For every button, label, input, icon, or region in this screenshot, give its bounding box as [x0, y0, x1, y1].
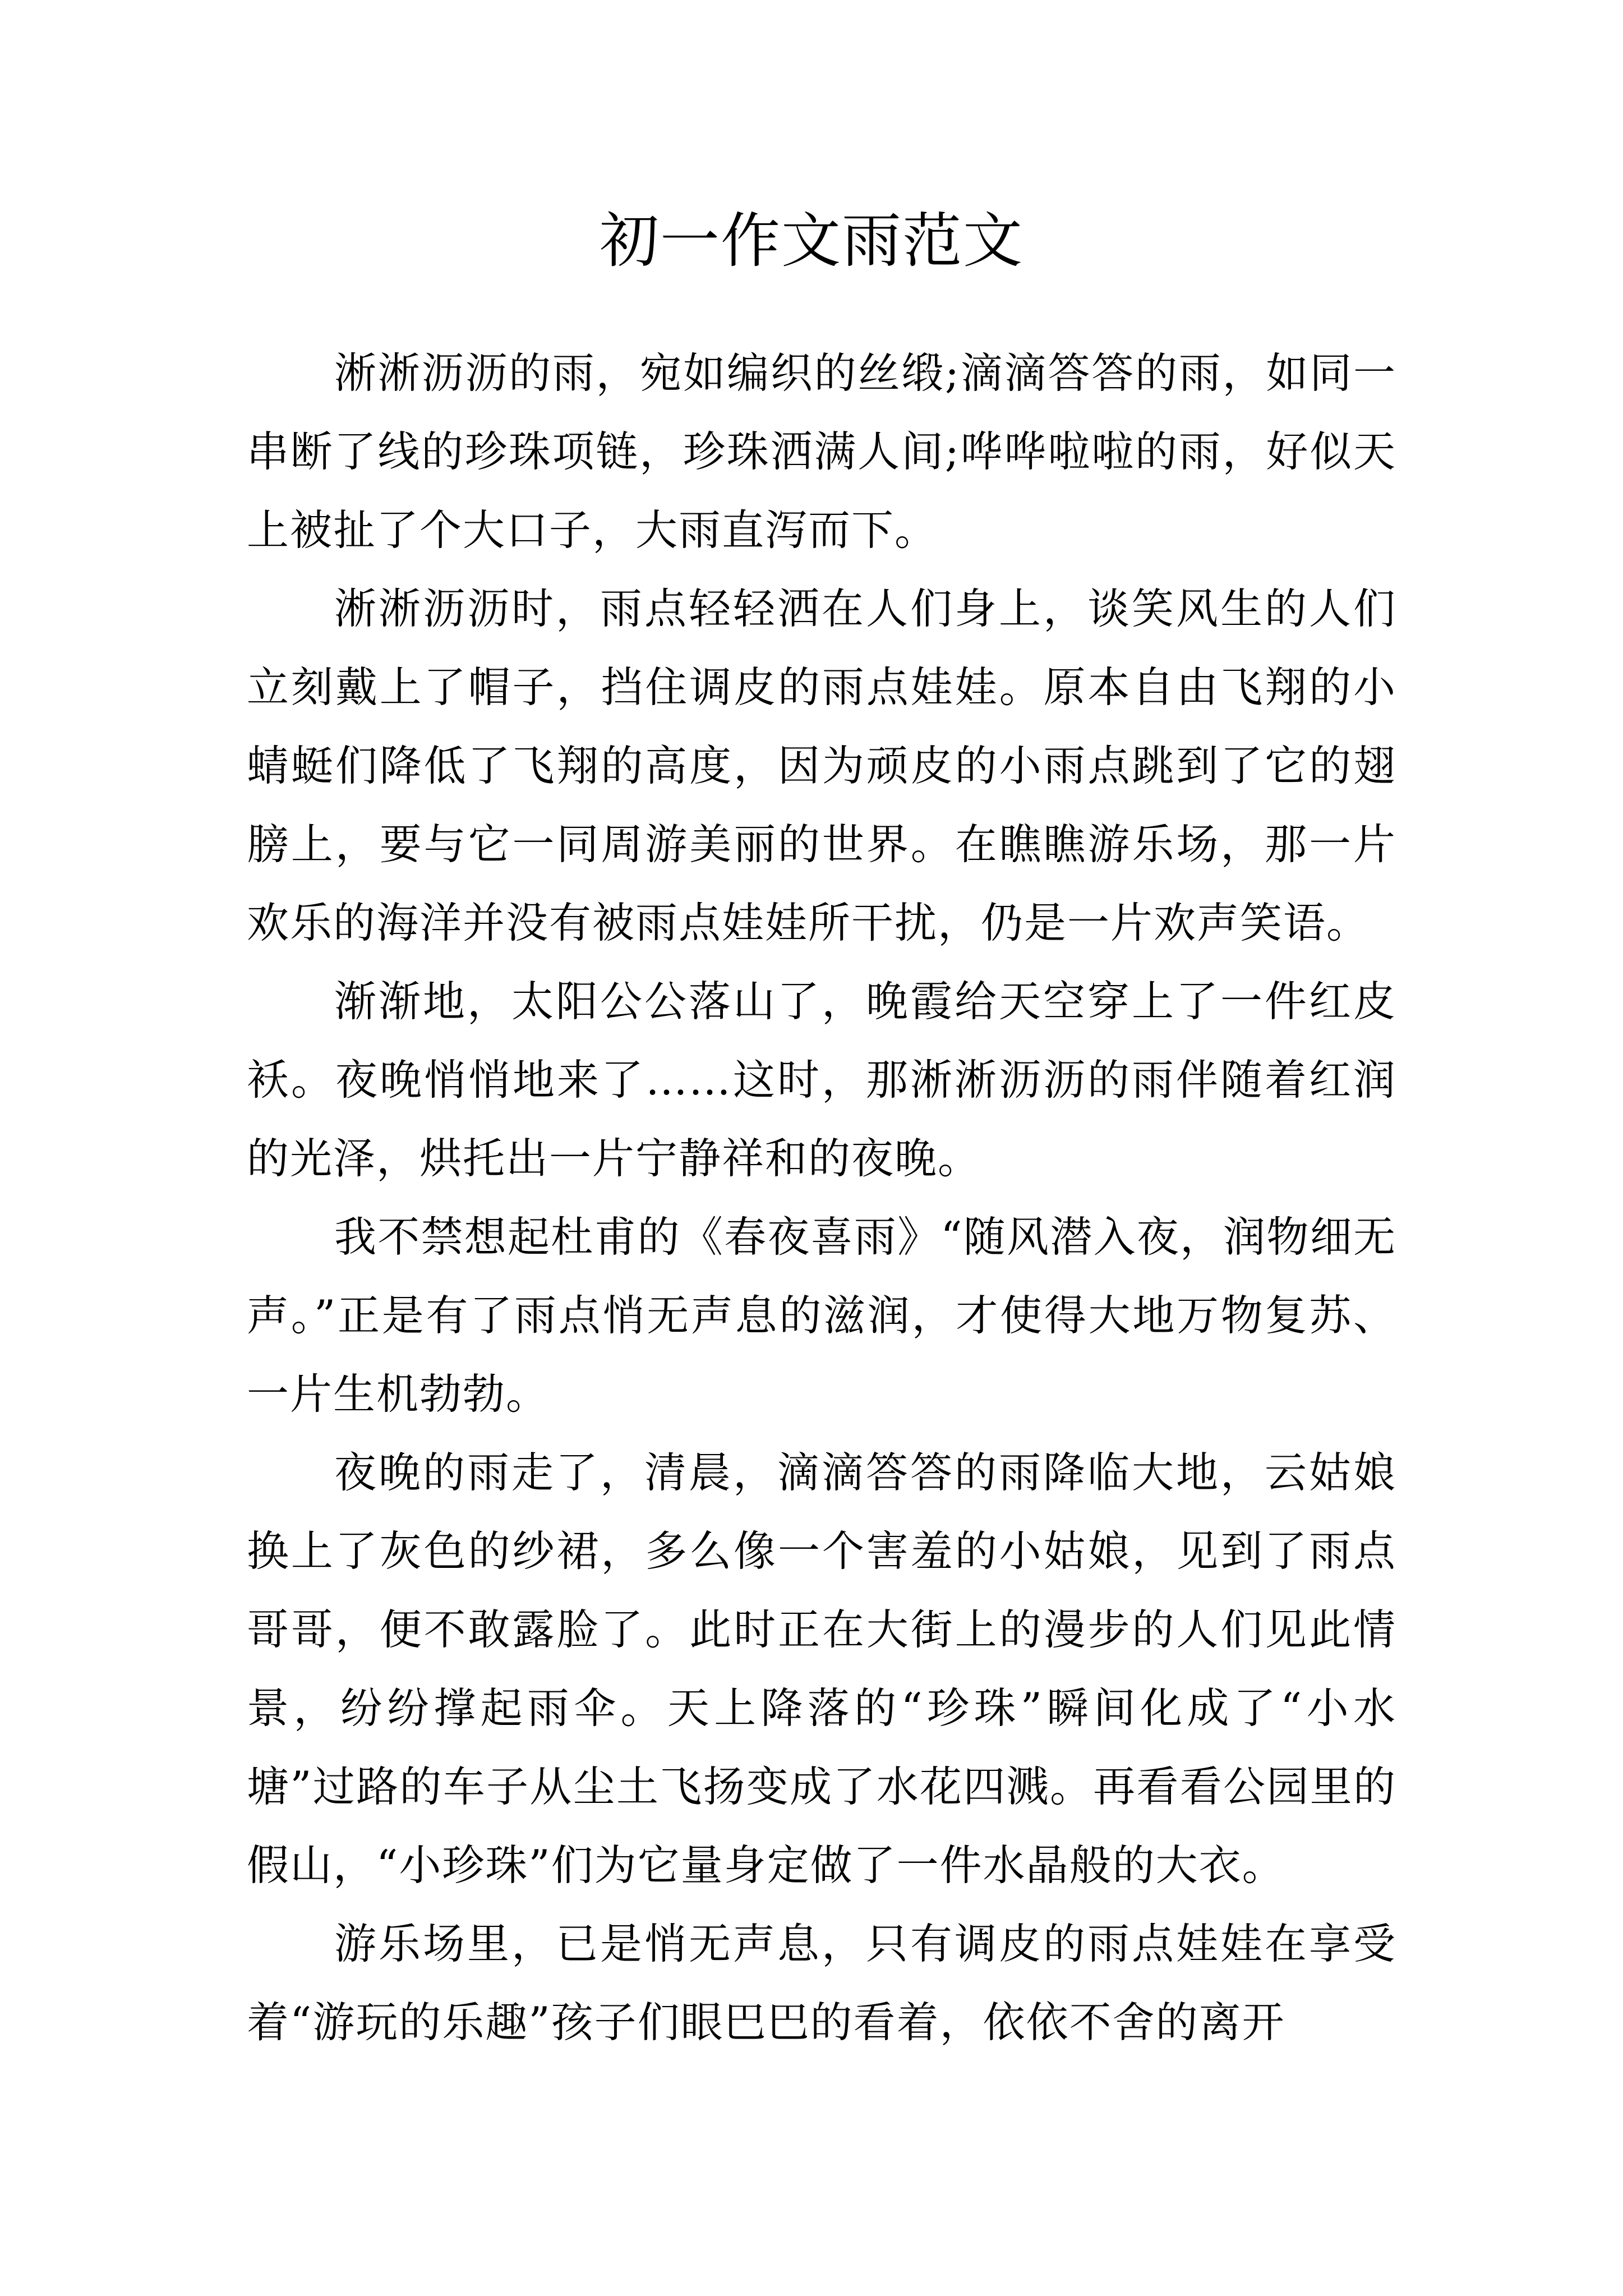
document-body: [247, 334, 1396, 2062]
paragraph-5: 夜晚的雨走了，清晨，滴滴答答的雨降临大地，云姑娘换上了灰色的纱裙，多么像一个害羞的小姑娘，见到了雨点哥哥，便不敢露脸了。此时正在大街上的漫步的人们见此情景，纷纷撑起雨伞。天上降落的“珍珠”瞬间化成了“小水塘”过路的车子从尘土飞扬变成了水花四溅。再看看公园里的假山，“小珍珠”们为它量身定做了一件水晶般的大衣。: [247, 1448, 1396, 1890]
paragraph-4: 我不禁想起杜甫的《春夜喜雨》“随风潜入夜，润物细无声。”正是有了雨点悄无声息的滋润，才使得大地万物复苏、一片生机勃勃。: [247, 1212, 1396, 1419]
paragraph-3: 渐渐地，太阳公公落山了，晚霞给天空穿上了一件红皮袄。夜晚悄悄地来了……这时，那淅淅沥沥的雨伴随着红润的光泽，烘托出一片宁静祥和的夜晚。: [247, 977, 1396, 1183]
paragraph-2: 淅淅沥沥时，雨点轻轻洒在人们身上，谈笑风生的人们立刻戴上了帽子，挡住调皮的雨点娃娃。原本自由飞翔的小蜻蜓们降低了飞翔的高度，因为顽皮的小雨点跳到了它的翅膀上，要与它一同周游美丽的世界。在瞧瞧游乐场，那一片欢乐的海洋并没有被雨点娃娃所干扰，仍是一片欢声笑语。: [247, 584, 1396, 947]
paragraph-6: 游乐场里，已是悄无声息，只有调皮的雨点娃娃在享受着“游玩的乐趣”孩子们眼巴巴的看着，依依不舍的离开: [247, 1919, 1396, 2047]
document-title: 初一作文雨范文: [600, 206, 1023, 275]
paragraph-1: 淅淅沥沥的雨，宛如编织的丝缎;滴滴答答的雨，如同一串断了线的珍珠项链，珍珠洒满人间;哗哗啦啦的雨，好似天上被扯了个大口子，大雨直泻而下。: [247, 348, 1396, 555]
